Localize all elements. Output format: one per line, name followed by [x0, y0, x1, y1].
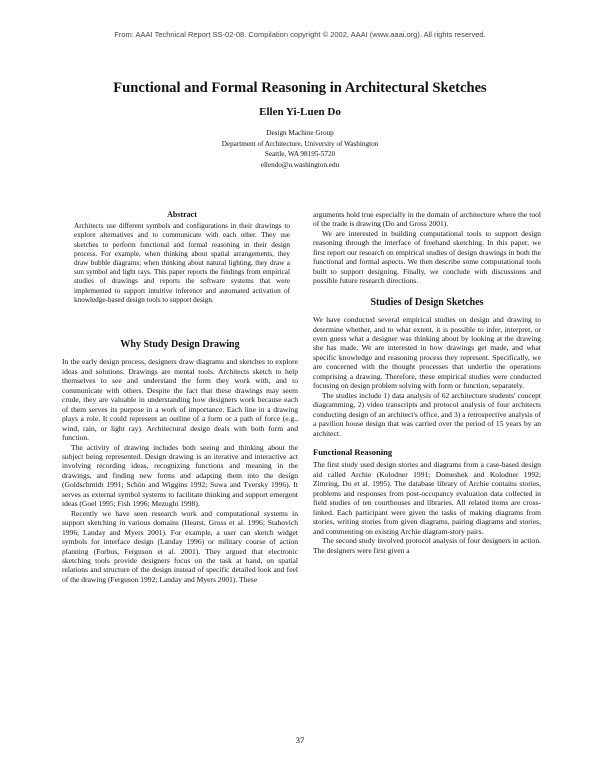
subsection-heading-functional: Functional Reasoning [313, 446, 393, 457]
affiliation-dept: Department of Architecture, University of Washington [221, 139, 379, 148]
paragraph: We are interested in building computational tools to support design reasoning through the interface of freehand sketching. In this paper, we first report our research on empirical studies of design drawings in both the functional and formal aspects. We then describe some computational tools built to support designing. Finally, we conclude with discussions and possible future research directions. [313, 228, 541, 286]
paragraph: In the early design process, designers draw diagrams and sketches to explore ideas and solutions. Drawings are mental tools. Architects sketch to help themselves to see and understand the form they work with, and to communicate with others. Despite the fact that these drawings may seem crude, they are valuable in understanding how designers work because each of them serves its purpose in a work of importance. Each line in a drawing plays a role. It could represent an outline of a form or a path of force (e.g., wind, rain, or light ray). Architectural design deals with both form and function. [62, 357, 298, 443]
paragraph: Recently we have seen research work and computational systems in support sketching in various domains (Hearst, Gross et al. 1996; Stahovich 1996; Landay and Myers 2001). For example, a user can sketch widget symbols for interface design (Landay 1996) or military course of action planning (Forbus, Ferguson et al. 2001). They argued that electronic sketching tools provide designers focus on the task at hand, on spatial relations and structure of the design instead of specific detailed look and feel of the drawing (Ferguson 1992; Landay and Myers 2001). These [62, 508, 298, 584]
affiliation-email: ellendo@u.washington.edu [260, 160, 340, 169]
paragraph: The first study used design stories and diagrams from a case-based design aid called Archie (Kolodner 1991; Domeshek and Kolodner 1992; Zimring, Do et al. 1995). The database library of Archie contains stories, problems and responses from post-occupancy evaluation data collected in field studies of ten courthouses and libraries. All related items are cross-linked. Each participant were given the tasks of making diagrams from stories, writing stories from given diagrams, pairing diagrams and stories, and commenting on existing Archie diagram-story pairs. [313, 460, 541, 536]
paragraph: arguments hold true especially in the domain of architecture where the tool of the trade is drawing (Do and Gross 2001). [313, 210, 541, 229]
paragraph: The activity of drawing includes both seeing and thinking about the subject being represented. Design drawing is an iterative and interactive act involving recording ideas, recognizing functions and meaning in the drawings, and finding new forms and adapting them into the design (Goldschmidt 1991; Schön and Wiggins 1992; Suwa and Tversky 1996). It serves as external symbol systems to facilitate thinking and support emergent ideas (Goel 1995; Fish 1996; Mezughi 1998). [62, 442, 298, 509]
abstract-heading: Abstract [167, 210, 197, 219]
author-name: Ellen Yi-Luen Do [259, 106, 341, 118]
abstract-block [74, 210, 290, 305]
left-column-section [62, 340, 298, 584]
paragraph: We have conducted several empirical studies on design and drawing to determine whether, and to what extent, it is possible to infer, interpret, or even guess what a designer was thinking about by looking at the drawing she has made. We are interested in how drawings get made, and what specific knowledge and reasoning process they represent. Specifically, we are concerned with the thought processes that underlie the operations comprising a drawing. Therefore, these empirical studies were conducted focusing on design problem solving with form or function, separately. [313, 315, 541, 391]
abstract-text: Architects use different symbols and configurations in their drawings to explore alternatives and to communicate with each other. They use sketches to perform functional and formal reasoning in their design process. For example, when thinking about spatial arrangements, they draw bubble diagrams; when thinking about natural lighting, they draw a sun symbol and light rays. This paper reports the findings from empirical studies of drawings and reports the software systems that were implemented to support intuitive inference and automated activation of knowledge-based design tools to support design. [74, 222, 290, 304]
section-heading-studies: Studies of Design Sketches [370, 296, 484, 308]
section-heading-why-study: Why Study Design Drawing [120, 339, 240, 350]
affiliation-block [0, 128, 600, 170]
affiliation-lab: Design Machine Group [266, 129, 334, 137]
paragraph: The second study involved protocol analysis of four designers in action. The designers were first given a [313, 536, 541, 555]
paragraph: The studies include 1) data analysis of 62 architecture students' concept diagramming, 2) video transcripts and protocol analysis of four architects conducting design of an architect's office, and 3) a retrospective analysis of a pavilion house design that was carried over the period of 15 years by an architect. [313, 390, 541, 438]
page-number: 37 [295, 735, 305, 745]
copyright-header: From: AAAI Technical Report SS-02-08. Compilation copyright © 2002, AAAI (www.aaai.org). All rights reserved. [114, 30, 486, 39]
affiliation-city: Seattle, WA 98195-5720 [264, 150, 336, 158]
right-column [313, 210, 541, 555]
paper-title: Functional and Formal Reasoning in Architectural Sketches [113, 80, 487, 96]
